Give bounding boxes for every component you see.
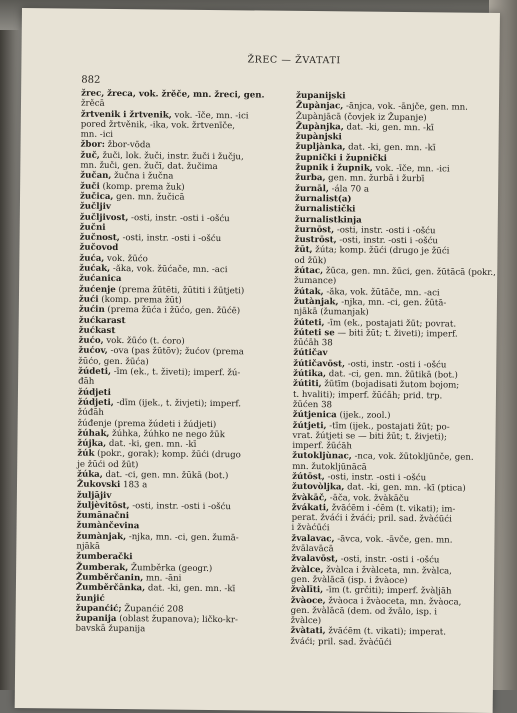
entry-headword: žúka,: [77, 470, 103, 480]
entry-headword: žućin: [79, 305, 105, 315]
entry-headword: žvàlce,: [291, 565, 324, 575]
entry-headword: žučljiv: [80, 202, 111, 212]
entry-headword: žúteti,: [294, 317, 325, 327]
entry-headword: žuč,: [80, 150, 99, 160]
dictionary-entry-line: [76, 531, 276, 543]
entry-text: -tīm (ijek., postajati žūt; po-: [326, 421, 449, 432]
entry-headword: žućanica: [79, 274, 121, 284]
entry-text: -ăka, vok. žūtāče, mn. -aci: [324, 287, 440, 298]
entry-headword: župljànka,: [296, 142, 346, 153]
entry-headword: žúteti se: [294, 328, 335, 338]
entry-text: dat. -ki, gen. mn. -kī (ptica): [344, 483, 465, 494]
entry-text: -āvca, vok. -āvče, gen. mn.: [334, 534, 452, 545]
entry-text: vok. -īče, mn. -ici: [373, 164, 450, 175]
entry-headword: žučan,: [80, 171, 111, 181]
entry-text: dat. -ci, gen. mn. žūtikā (bot.): [326, 369, 458, 380]
entry-text: žvàlce): [291, 616, 322, 626]
entry-headword: Župànjka,: [296, 122, 344, 133]
entry-text: -osti, instr. -osti i -ošću: [334, 225, 436, 236]
entry-headword: žbor:: [81, 140, 105, 150]
entry-text: -osti, instr. -osti i -ošću: [338, 555, 440, 566]
entry-headword: Žumberak,: [76, 562, 128, 573]
entry-text: imperf. žūćāh: [292, 441, 352, 452]
entry-text: -osti, instr. -osti i -ošću: [129, 501, 231, 512]
entry-headword: žumànjak,: [76, 531, 126, 542]
entry-text: dat. -ki, gen. mn. -kī: [106, 439, 196, 450]
entry-headword: žútiti,: [293, 379, 322, 389]
entry-headword: žútōst,: [292, 472, 325, 482]
entry-text: t. hvaliti); imperf. žūćāh; prid. trp.: [293, 389, 442, 401]
entry-headword: žúhak,: [77, 428, 109, 438]
entry-headword: žvàlīti,: [291, 585, 323, 595]
entry-headword: žúk: [77, 449, 94, 459]
entry-headword: žvalavōst,: [291, 554, 338, 564]
entry-headword: žúdjeti,: [78, 398, 114, 408]
entry-text: pored žrtvěnik, -ika, vok. žrtvenīče,: [81, 120, 235, 132]
entry-headword: žuljèvitōst,: [77, 500, 130, 511]
entry-text: -dīm (ijek., t. živjeti); imperf.: [114, 398, 241, 409]
entry-headword: žūt,: [294, 245, 312, 255]
dictionary-entry-line: [290, 637, 500, 649]
entry-text: (pokr., gorak); komp. žūći (drugo: [94, 449, 241, 461]
entry-text: žvāćēm i -ćēm (t. vikati); im-: [329, 503, 455, 514]
entry-headword: žvàkāč,: [292, 492, 327, 502]
entry-text: mn. žutokljūnācā: [292, 462, 367, 473]
entry-headword: žučovod: [79, 243, 118, 253]
entry-text: -osti, instr. -osti i -ošću: [337, 235, 439, 246]
entry-headword: žútičav: [293, 348, 327, 358]
dictionary-column-left: [75, 89, 281, 637]
entry-text: žváći; pril. sad. žvàćūći: [290, 637, 391, 648]
entry-text: dat. -ci, gen. mn. žūkā (bot.): [103, 470, 229, 481]
entry-headword: županćić;: [76, 603, 122, 613]
entry-text: (prema žūtēti, žūtiti i žūtjeti): [116, 285, 245, 296]
entry-headword: žućov,: [78, 346, 107, 356]
entry-text: žrěcā: [81, 99, 105, 109]
entry-text: — biti žūt; t. živeti); imperf.: [335, 328, 458, 339]
entry-headword: žvàtati,: [290, 626, 325, 636]
entry-text: gen. mn. žurbā i žurbī: [325, 174, 424, 185]
entry-headword: žrec, žreca, vok. žrěče, mn. žreci, gen.: [81, 89, 264, 101]
entry-headword: žurba,: [295, 173, 325, 183]
entry-text: perat. žváći i žváći; pril. sad. žvàćūći: [292, 513, 452, 525]
entry-headword: žútjeti,: [293, 420, 327, 430]
entry-headword: žurnalist(a): [295, 194, 352, 205]
entry-text: đāh: [78, 377, 94, 387]
entry-text: žúđāh: [78, 408, 104, 418]
entry-headword: žrtvenik i žrtvenik,: [81, 109, 172, 120]
entry-text: je žūći od žūt): [77, 459, 138, 470]
entry-text: vok. žūćo: [104, 254, 148, 264]
entry-text: žvālavācā: [291, 544, 333, 554]
entry-headword: žutovòljka,: [292, 482, 345, 493]
entry-headword: žútak,: [294, 287, 324, 297]
entry-text: gen. žvàlācā (dem. od žvālo, isp. i: [291, 606, 437, 618]
entry-text: žuči, lok. žuči, instr. žuči i žučju,: [100, 151, 244, 163]
entry-text: njākā: [76, 542, 100, 552]
entry-headword: žućkast: [79, 325, 116, 335]
entry-text: dat. -ki, gen. mn. -kī: [344, 122, 434, 133]
entry-headword: žútjenica: [293, 410, 337, 420]
entry-headword: župnički i župnički: [295, 153, 387, 164]
entry-headword: žućo,: [78, 336, 103, 346]
entry-text: -njka, mn. -ci, gen. žumā-: [126, 532, 239, 543]
entry-headword: žvàoce,: [291, 595, 326, 605]
entry-headword: žuči: [80, 181, 100, 191]
entry-text: dat. -ki, gen. mn. -kī: [345, 143, 435, 154]
entry-text: bavskā županija: [75, 624, 145, 635]
entry-text: Župànjācā (čovjek iz Županje): [296, 111, 427, 122]
entry-text: -ānjca, vok. -ānjče, gen. mn.: [343, 102, 468, 113]
entry-text: žvāćēm (t. vikati); imperat.: [326, 627, 446, 638]
entry-text: žvàlca i žvàlceta, mn. žvàlca,: [323, 565, 452, 576]
entry-text: -ála 70 a: [329, 184, 369, 194]
entry-text: žūćāh 38: [293, 338, 332, 348]
entry-headword: žustrōst,: [295, 235, 337, 245]
entry-headword: žućenje: [79, 284, 116, 294]
entry-text: dat. -ki, gen. mn. -kī: [145, 584, 235, 595]
entry-text: žūca, gen. mn. žūci, gen. žūtācā (pokr.,: [323, 266, 496, 278]
entry-text: i žvàćūći: [292, 523, 330, 533]
entry-headword: Žumběrčānka,: [76, 583, 145, 594]
dictionary-entry-line: [75, 624, 275, 636]
entry-text: -ova (pas žūtōv); žućov (prema: [108, 346, 244, 357]
entry-text: -īm (t. grčiti); imperf. žvàljāh: [323, 585, 452, 596]
entry-text: njākā (žumanjak): [294, 307, 369, 318]
entry-text: 183 a: [120, 480, 147, 490]
entry-text: vok. -īče, mn. -ici: [172, 110, 249, 121]
entry-text: (oblast županova); ličko-kr-: [116, 614, 238, 625]
entry-headword: žutànjak,: [294, 297, 339, 307]
entry-text: mn. -āni: [143, 573, 181, 583]
entry-text: mn. -ici: [81, 130, 113, 140]
entry-text: (prema žūća i žūćo, gen. žūćē): [105, 305, 241, 316]
entry-text: žúta; komp. žūći (drugo je žūći: [313, 246, 450, 257]
book-page: [15, 8, 500, 713]
entry-headword: Žumběrčanin,: [76, 573, 143, 584]
entry-headword: župnik i župnik,: [295, 163, 373, 174]
entry-text: -osti, instr. -osti i -ošću: [120, 233, 222, 244]
entry-text: Županćić 208: [122, 604, 184, 615]
entry-text: -īm (ek., t. živeti); imperf. žú-: [111, 367, 240, 378]
entry-text: žūćo, gen. žūća): [78, 356, 149, 367]
entry-headword: žuljājiv: [77, 490, 112, 500]
entry-text: (komp. prema žuk): [100, 181, 185, 192]
entry-headword: žumberački: [76, 552, 132, 563]
entry-headword: Žukovski: [77, 480, 120, 490]
entry-text: -osti, instr. -osti i -ošću: [128, 213, 230, 224]
entry-text: -īm (ek., postajati žūt; povrat.: [324, 318, 456, 329]
entry-text: od žūk): [294, 256, 326, 266]
entry-headword: žúdjeti: [78, 387, 111, 397]
entry-headword: žunjić: [76, 593, 105, 603]
running-head: ŽREC — ŽVATATI: [247, 54, 340, 66]
entry-headword: župànjski: [296, 132, 342, 142]
entry-text: -osti, instr. -osti i -ošću: [345, 359, 447, 370]
entry-headword: žurnalistkinja: [295, 214, 362, 225]
entry-headword: Župànjac,: [296, 101, 343, 111]
dictionary-entry-line: [76, 583, 276, 595]
entry-text: (ijek., zool.): [337, 411, 391, 422]
entry-headword: žútičavōst,: [293, 359, 345, 370]
entry-headword: žući: [79, 295, 99, 305]
entry-text: gen. žvàlācā (isp. i žvàoce): [291, 575, 408, 586]
entry-headword: žúdeti,: [78, 367, 111, 377]
entry-text: -ăka, vok. žūćače, mn. -aci: [110, 264, 227, 275]
entry-text: žvàoca i žvàoceta, mn. žvàoca,: [326, 596, 462, 607]
entry-text: mn. žuči, gen. žučī, dat. žučima: [80, 161, 217, 172]
entry-text: gen. mn. žučicā: [113, 192, 184, 203]
entry-text: vok. žūćo (t. ćoro): [104, 336, 185, 347]
page-number: 882: [81, 75, 100, 86]
entry-text: -osti, instr. -osti i -ošću: [325, 472, 427, 483]
entry-headword: žútac,: [294, 266, 323, 276]
entry-text: -nca, vok. žūtokljūnče, gen.: [352, 452, 474, 463]
entry-headword: žvákati,: [292, 503, 329, 513]
entry-headword: županijski: [296, 91, 345, 102]
entry-headword: žučica,: [80, 192, 114, 202]
entry-headword: žučljivost,: [80, 212, 129, 223]
entry-text: žumance): [294, 276, 336, 286]
entry-text: žúhka, žúhko ne nego žūk: [109, 429, 225, 440]
entry-headword: žutokljùnac,: [292, 451, 352, 462]
entry-headword: žućak,: [79, 264, 110, 274]
entry-text: Žumběrka (geogr.): [128, 563, 212, 574]
entry-headword: žvalavac,: [291, 534, 334, 544]
entry-text: žūćen 38: [293, 400, 332, 410]
entry-headword: žumànčevina: [77, 521, 140, 532]
entry-headword: županija: [76, 614, 117, 624]
entry-headword: žumānačni: [77, 511, 129, 522]
entry-text: (komp. prema žūt): [99, 295, 182, 306]
entry-headword: žučni: [80, 222, 106, 232]
entry-headword: žućkarast: [79, 315, 126, 325]
entry-text: žūtīm (bojadisati žutom bojom;: [322, 379, 460, 390]
entry-text: žbor-vōda: [105, 140, 151, 150]
entry-text: žučna i žučna: [111, 171, 173, 182]
dictionary-entry-line: [80, 212, 280, 224]
entry-text: vrat. žútjeti se — biti žūt; t. živjeti);: [292, 431, 446, 443]
entry-headword: žučnost,: [80, 233, 120, 243]
entry-headword: žurnalistički: [295, 204, 356, 215]
entry-headword: žútika,: [293, 369, 326, 379]
entry-text: -āča, vok. žvàkāču: [327, 493, 409, 504]
entry-text: -njka, mn. -ci, gen. žūtā-: [338, 297, 446, 308]
entry-headword: žuća,: [79, 253, 104, 263]
entry-headword: žurnāl,: [295, 184, 329, 194]
entry-headword: žújka,: [77, 439, 106, 449]
entry-text: žúđenje (prema žúdeti i žúdjeti): [78, 418, 217, 429]
entry-headword: žurnōst,: [295, 225, 335, 235]
dictionary-column-right: [290, 91, 506, 649]
